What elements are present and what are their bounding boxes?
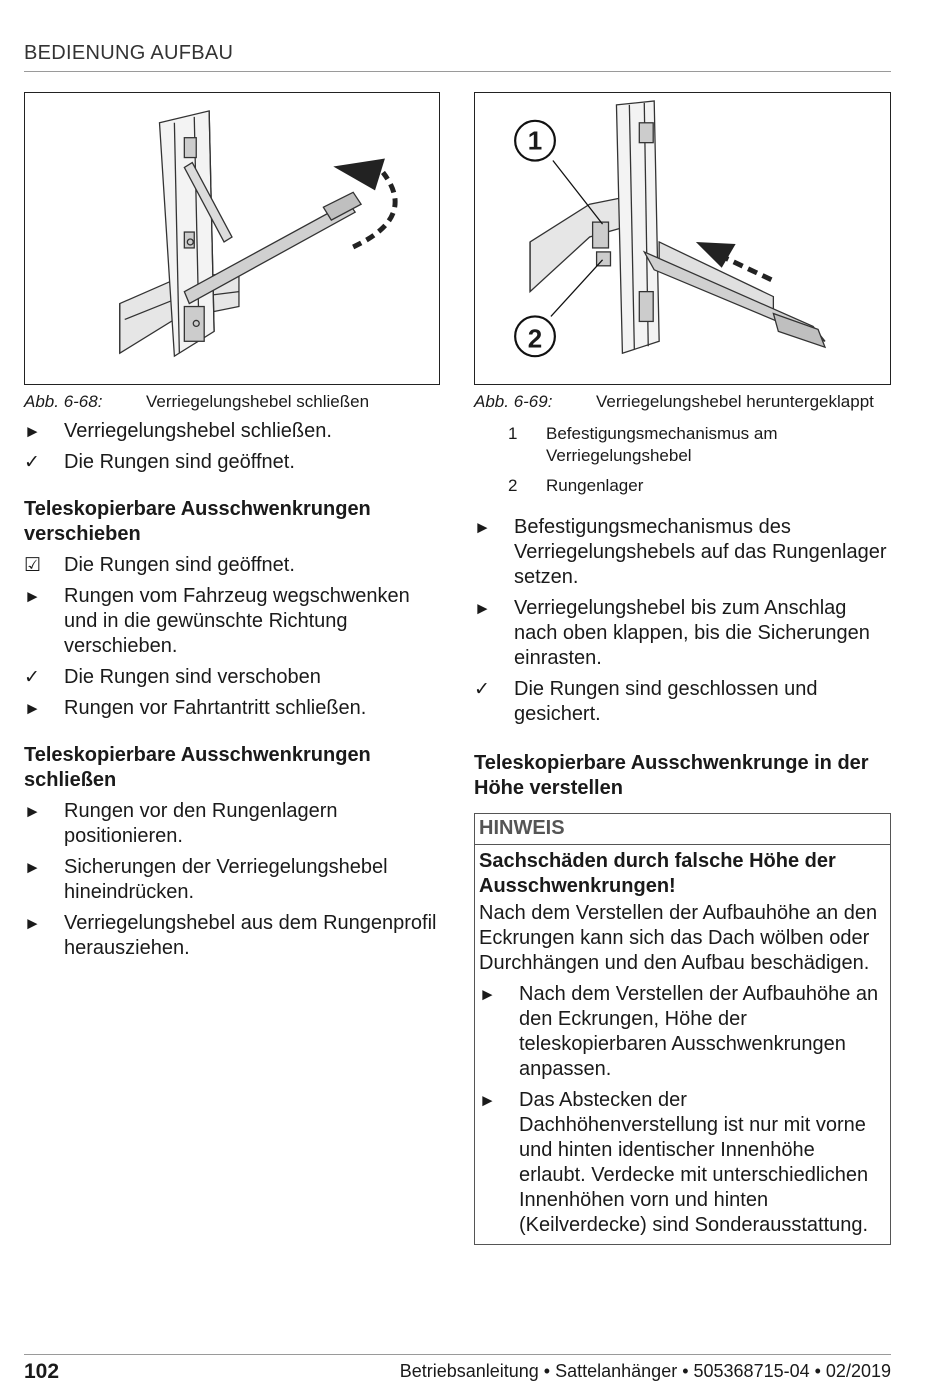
precondition-checkbox-icon: ☑ [24,555,42,576]
page-header: BEDIENUNG AUFBAU [24,42,234,64]
figure-legend [508,423,891,497]
list-item: ✓ Die Rungen sind geschlossen und gesichert. [474,678,818,725]
callout-1-label: 1 [527,125,543,156]
list-item: ☑ Die Rungen sind geöffnet. [24,554,295,576]
result-check-icon: ✓ [24,452,40,473]
section-heading: Teleskopierbare Ausschwenkrungen schließen [24,744,371,791]
figure-caption-text: Verriegelungshebel schließen [146,392,370,411]
right-column [474,92,891,1245]
list-item: ► Verriegelungshebel aus dem Rungenprofil herausziehen. [24,912,437,959]
section-heading: Teleskopierbare Ausschwenkrunge in der Höhe verstellen [474,752,869,799]
action-arrow-icon: ► [479,1091,496,1110]
list-item: ► Verriegelungshebel schließen. [24,420,332,442]
list-item: ► Befestigungsmechanismus des Verriegelungshebels auf das Rungenlager setzen. [474,516,887,588]
left-column [24,92,440,961]
list-item: ► Sicherungen der Verriegelungshebel hineindrücken. [24,856,388,903]
notice-label: HINWEIS [475,814,890,845]
figure-6-69 [474,92,891,385]
list-item: ✓ Die Rungen sind verschoben [24,666,321,688]
header-divider [24,71,891,72]
list-item: ✓ Die Rungen sind geöffnet. [24,451,295,473]
locking-lever-close-illustration [25,93,439,384]
list-item: ► Rungen vor Fahrtantritt schließen. [24,697,367,719]
figure-number: Abb. 6-69: [474,392,553,411]
figure-caption-text: Verriegelungshebel heruntergeklappt [596,392,874,411]
action-arrow-icon: ► [24,422,41,441]
list-item: ► Nach dem Verstellen der Aufbauhöhe an den Eckrungen, Höhe der teleskopierbaren Ausschwenkrungen anpassen. [479,983,879,1080]
result-check-icon: ✓ [24,667,40,688]
list-item: ► Rungen vom Fahrzeug wegschwenken und in die gewünschte Richtung verschieben. [24,585,410,657]
figure-6-68 [24,92,440,385]
action-arrow-icon: ► [24,914,41,933]
action-arrow-icon: ► [24,699,41,718]
footer-document-info: Betriebsanleitung • Sattelanhänger • 505368715-04 • 02/2019 [399,1361,891,1381]
action-arrow-icon: ► [479,985,496,1004]
action-arrow-icon: ► [474,599,491,618]
notice-box [474,813,891,1245]
figure-caption [24,391,440,413]
figure-caption [474,391,891,413]
legend-item: 2 Rungenlager [508,476,644,495]
footer-divider [24,1354,891,1355]
list-item: ► Das Abstecken der Dachhöhenverstellung ist nur mit vorne und hinten identischer Innenhöhe erlaubt. Verdecke mit unterschiedlichen Innenhöhen vorn und hinten (Keilverdecke) sind Sonderausstattung. [479,1089,869,1236]
page-number: 102 [24,1360,60,1383]
result-check-icon: ✓ [474,679,490,700]
notice-text: Nach dem Verstellen der Aufbauhöhe an den Eckrungen kann sich das Dach wölben oder Durchhängen und den Aufbau beschädigen. [479,902,878,974]
callout-2-label: 2 [527,323,543,354]
action-arrow-icon: ► [24,858,41,877]
list-item: ► Verriegelungshebel bis zum Anschlag nach oben klappen, bis die Sicherungen einrasten. [474,597,870,669]
section-heading: Teleskopierbare Ausschwenkrungen verschieben [24,498,371,545]
action-arrow-icon: ► [474,518,491,537]
list-item: ► Rungen vor den Rungenlagern positionieren. [24,800,338,847]
notice-title: Sachschäden durch falsche Höhe der Ausschwenkrungen! [479,850,836,897]
action-arrow-icon: ► [24,587,41,606]
figure-number: Abb. 6-68: [24,392,103,411]
legend-item: 1 Befestigungsmechanismus am Verriegelungshebel [508,424,778,465]
action-arrow-icon: ► [24,802,41,821]
